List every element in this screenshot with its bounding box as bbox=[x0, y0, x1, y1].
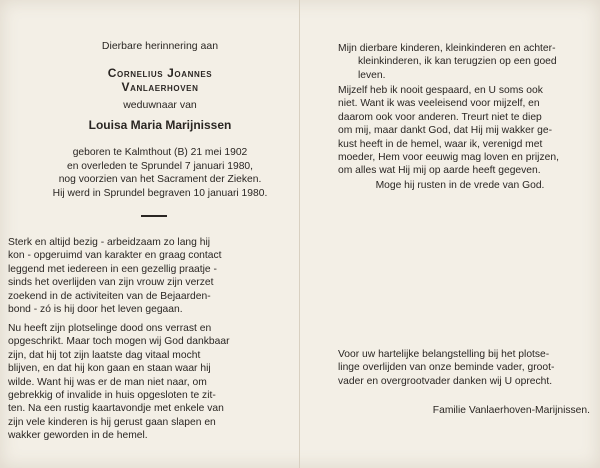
text-line: Mijn dierbare kinderen, kleinkinderen en achter- bbox=[338, 43, 556, 54]
text-line: leggend met iedereen in een gezellig praatje - bbox=[8, 263, 217, 275]
left-page bbox=[0, 0, 299, 468]
deceased-name-first: Cornelius Joannes bbox=[107, 66, 213, 80]
text-line: zoekend in de activiteiten van de Bejaarden- bbox=[8, 290, 211, 302]
biography-paragraph-1 bbox=[8, 236, 280, 316]
text-line: Nu heeft zijn plotselinge dood ons verrast en bbox=[8, 323, 212, 334]
deceased-name-last: Vanlaerhoven bbox=[121, 80, 199, 94]
text-line: niet. Want ik was veeleisend voor mijzelf, en bbox=[338, 98, 540, 110]
text-line: opgeschrikt. Maar toch mogen wij God dankbaar bbox=[8, 336, 230, 348]
family-signature: Familie Vanlaerhoven-Marijnissen. bbox=[432, 405, 590, 416]
thanks-paragraph bbox=[338, 348, 590, 388]
text-line: wakker geworden in de hemel. bbox=[8, 430, 148, 442]
text-line: zijn vele kinderen is hij gerust gaan slapen en bbox=[8, 416, 216, 428]
text-line: daarom ook voor anderen. Treurt niet te diep bbox=[338, 111, 542, 123]
divider-line bbox=[141, 215, 167, 217]
farewell-paragraph-1 bbox=[338, 42, 590, 82]
text-line: vader en overgrootvader danken wij U oprecht. bbox=[338, 375, 553, 387]
text-line: wilde. Want hij was er de man niet naar, om bbox=[8, 376, 207, 388]
intro-text: Dierbare herinnering aan bbox=[101, 40, 219, 52]
text-line: om mij, maar dankt God, dat Hij mij wakker ge- bbox=[338, 125, 553, 137]
detail-line: nog voorzien van het Sacrament der Zieken. bbox=[58, 174, 262, 185]
detail-line: Hij werd in Sprundel begraven 10 januari 1980. bbox=[52, 187, 268, 199]
biography-paragraph-2 bbox=[8, 322, 280, 443]
text-line: blijven, en dat hij kon gaan en staan waar hij bbox=[8, 363, 211, 375]
text-line: om alles wat Hij mij op aarde heeft gegeven. bbox=[338, 165, 541, 177]
right-page bbox=[300, 0, 600, 468]
text-line: Mijzelf heb ik nooit gespaard, en U soms ook bbox=[338, 85, 543, 96]
widower-text: weduwnaar van bbox=[123, 99, 197, 111]
detail-line: geboren te Kalmthout (B) 21 mei 1902 bbox=[72, 147, 248, 158]
text-line: moeder, Hem voor eeuwig mag loven en prijzen, bbox=[338, 152, 559, 164]
text-line: Sterk en altijd bezig - arbeidzaam zo lang hij bbox=[8, 237, 211, 248]
text-line: bond - zó is hij door het leven gegaan. bbox=[8, 304, 183, 316]
text-line: leven. bbox=[358, 69, 386, 81]
rest-in-peace-line: Moge hij rusten in de vrede van God. bbox=[375, 180, 545, 191]
text-line: Voor uw hartelijke belangstelling bij het plotse- bbox=[338, 349, 550, 360]
text-line: linge overlijden van onze beminde vader, groot- bbox=[338, 362, 555, 374]
farewell-paragraph-2 bbox=[338, 84, 590, 178]
text-line: kust heeft in de hemel, waar ik, verenigd met bbox=[338, 138, 543, 150]
text-line: kleinkinderen, ik kan terugzien op een goed bbox=[358, 56, 557, 68]
detail-line: en overleden te Sprundel 7 januari 1980, bbox=[66, 160, 254, 172]
text-line: kon - opgeruimd van karakter en graag contact bbox=[8, 250, 222, 262]
text-line: ten. Na een rustig kaartavondje met enkele van bbox=[8, 403, 224, 415]
spouse-name: Louisa Maria Marijnissen bbox=[88, 118, 232, 132]
birth-death-details bbox=[40, 146, 280, 200]
text-line: sinds het overlijden van zijn vrouw zijn verzet bbox=[8, 277, 214, 289]
text-line: gebrekkig of invalide in huis opgesloten te zit- bbox=[8, 390, 216, 402]
text-line: zijn, dat hij tot zijn laatste dag vitaal mocht bbox=[8, 349, 201, 361]
